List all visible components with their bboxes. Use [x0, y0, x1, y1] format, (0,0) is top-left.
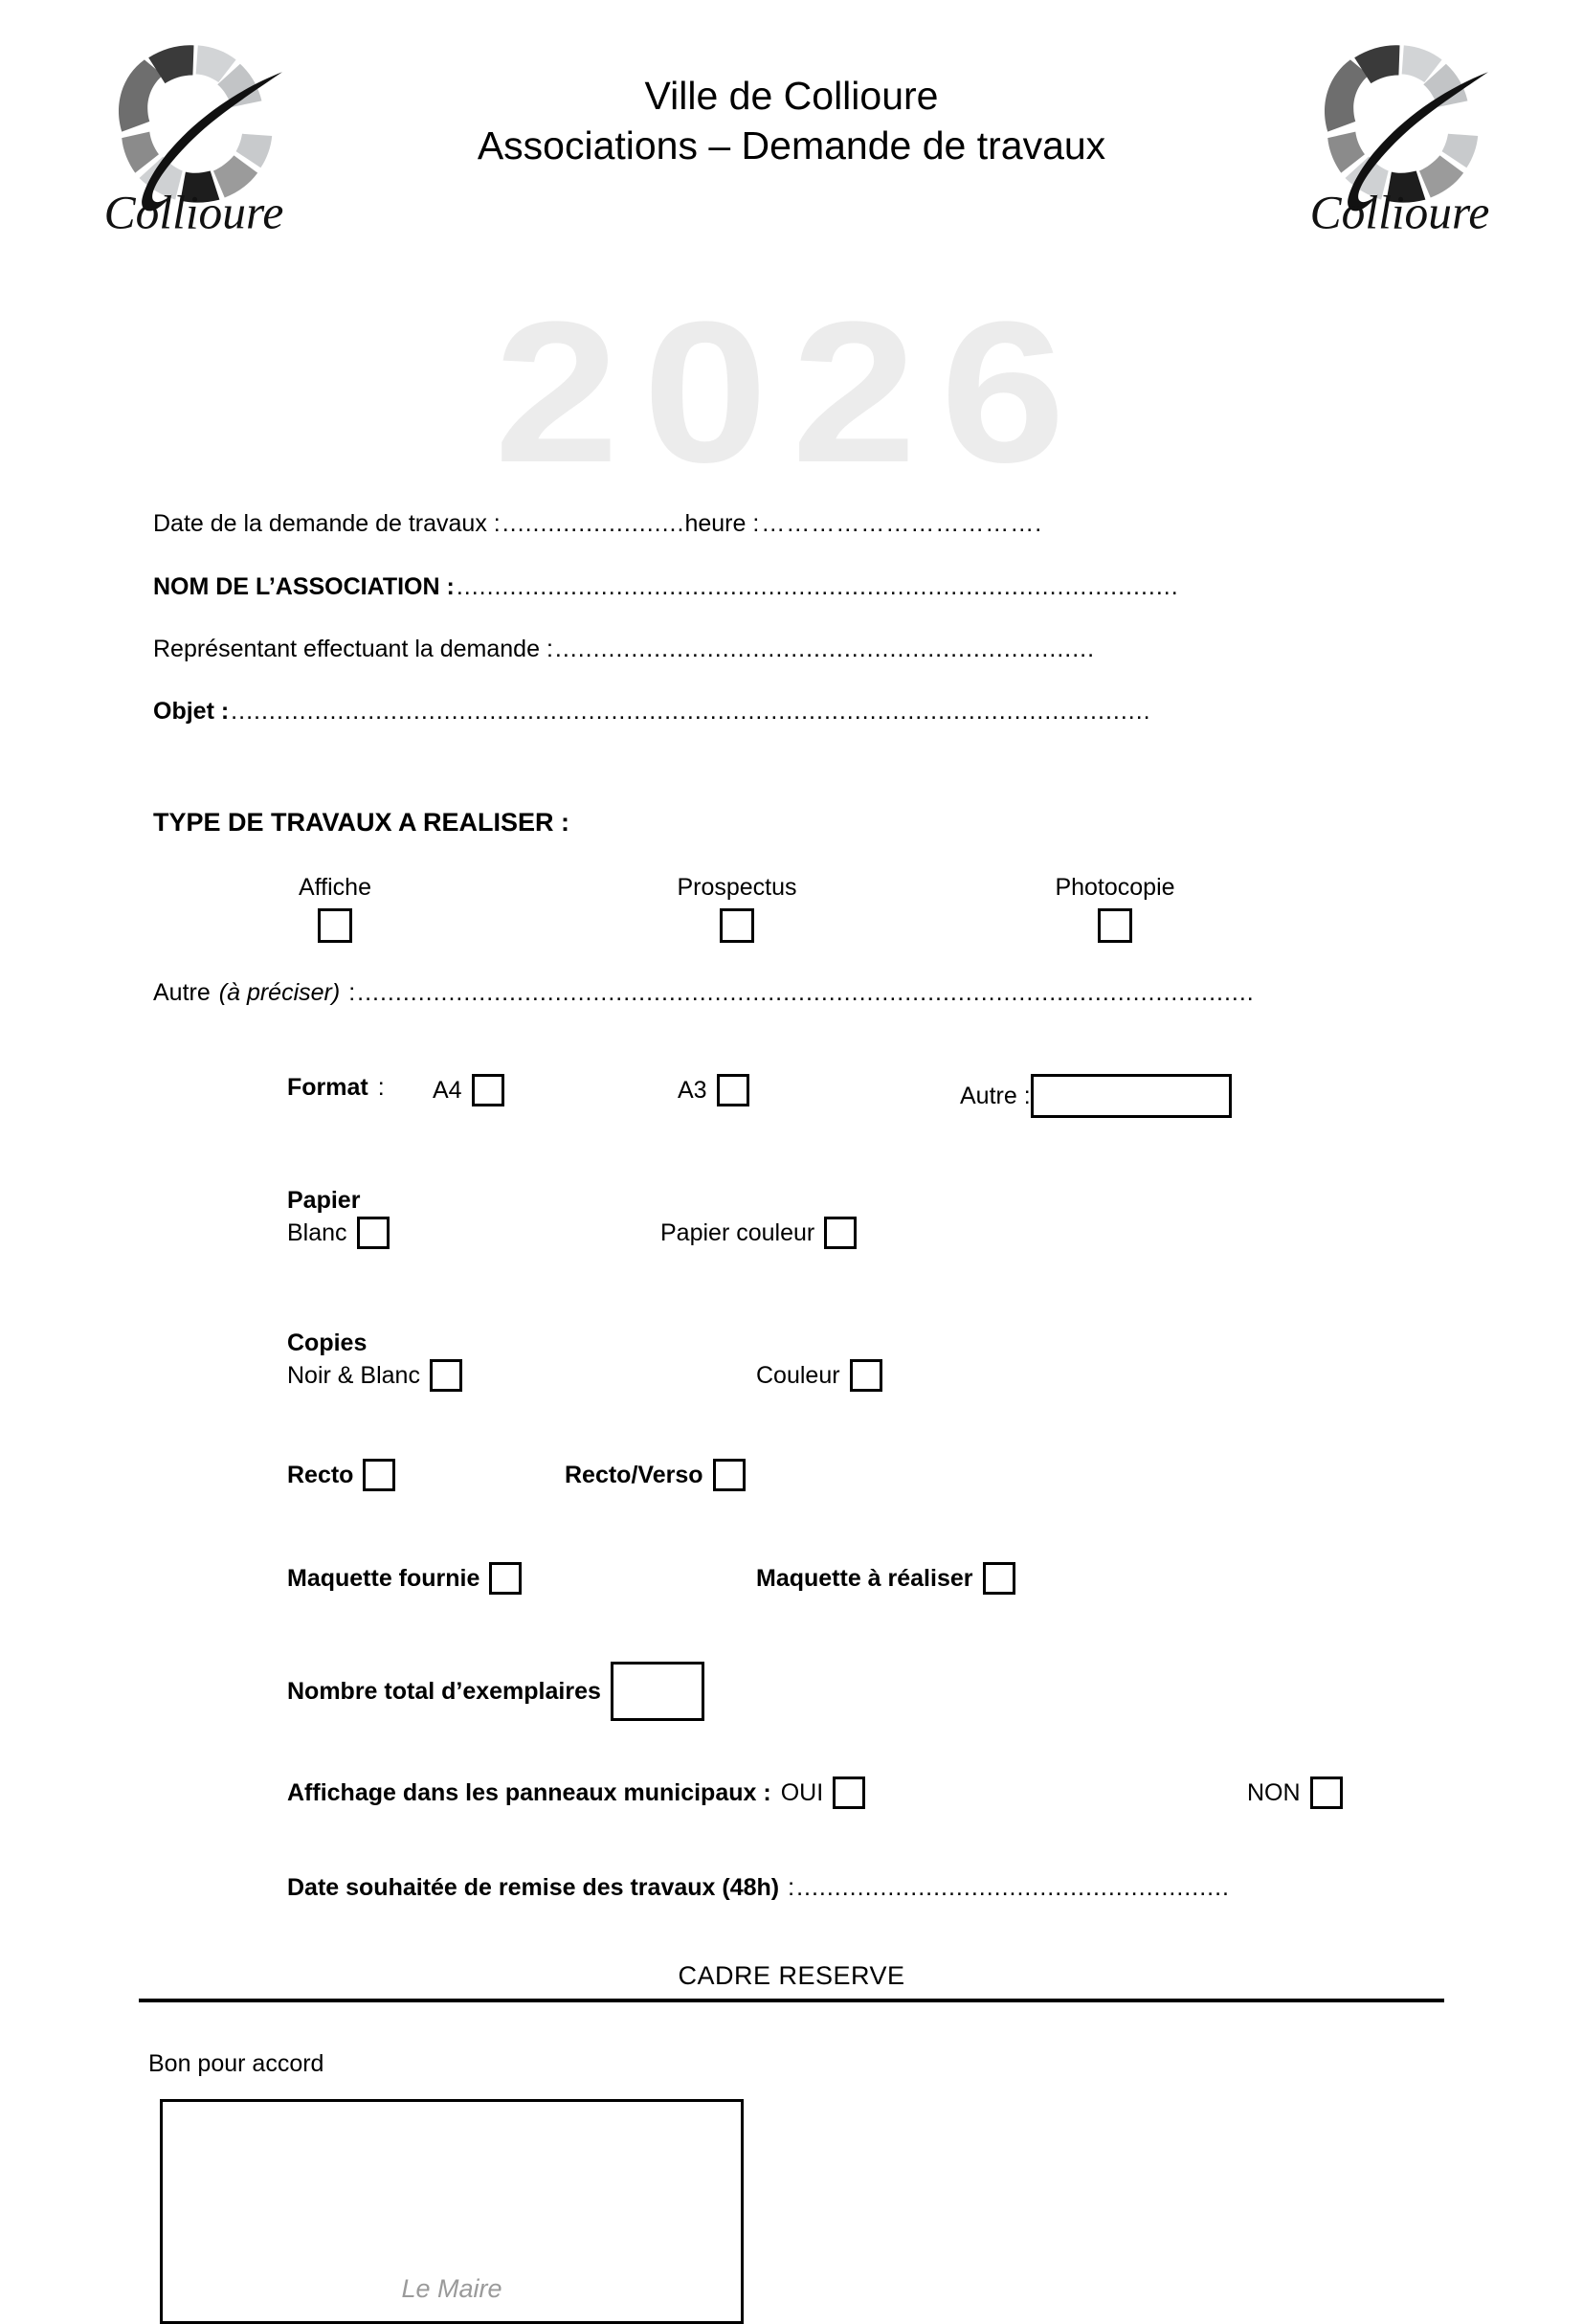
format-label: Format: [287, 1074, 368, 1101]
checkbox-format-a4[interactable]: [472, 1074, 504, 1106]
recto-group: [287, 1459, 395, 1491]
autre-italic-note: (à préciser): [218, 979, 341, 1006]
field-objet: [153, 698, 1483, 726]
checkbox-affichage-non[interactable]: [1310, 1777, 1343, 1809]
nom-association-label: NOM DE L’ASSOCIATION :: [153, 573, 455, 600]
option-affiche-label: Affiche: [299, 874, 371, 901]
date-remise-dots[interactable]: .........................................................: [796, 1876, 1230, 1900]
options-block: [287, 1074, 1540, 1902]
document-header: [0, 0, 1583, 239]
copies-couleur-label: Couleur: [756, 1361, 840, 1389]
copies-heading: Copies: [287, 1330, 368, 1356]
row-copies: [287, 1359, 1540, 1403]
field-representant: [153, 636, 1483, 663]
checkbox-format-a3[interactable]: [717, 1074, 749, 1106]
maquette-a-realiser-label: Maquette à réaliser: [756, 1564, 973, 1592]
format-a3-label: A3: [678, 1076, 707, 1104]
row-nombre-exemplaires: [287, 1662, 1540, 1721]
papier-heading: Papier: [287, 1187, 361, 1214]
autre-dots[interactable]: ......................................................................................................................: [357, 981, 1255, 1005]
format-a4-label: A4: [433, 1076, 462, 1104]
row-maquette: [287, 1562, 1540, 1606]
field-date-demande: [153, 510, 1483, 538]
row-format: [287, 1074, 1540, 1118]
option-photocopie-label: Photocopie: [1055, 874, 1175, 901]
field-nom-association: [153, 573, 1483, 601]
recto-label: Recto: [287, 1461, 354, 1488]
checkbox-maquette-a-realiser[interactable]: [983, 1562, 1015, 1595]
signature-box[interactable]: [160, 2099, 744, 2324]
checkbox-affichage-oui[interactable]: [833, 1777, 865, 1809]
representant-dots[interactable]: .......................................................................: [554, 637, 1096, 661]
copies-couleur-group: [756, 1359, 882, 1392]
checkbox-prospectus[interactable]: [720, 908, 754, 943]
page-title: Ville de Collioure: [644, 74, 939, 118]
nom-association-dots[interactable]: ...............................................................................................: [456, 575, 1179, 599]
date-remise-colon: :: [788, 1874, 795, 1901]
affichage-oui-label: OUI: [780, 1778, 824, 1806]
nombre-exemplaires-input[interactable]: [611, 1662, 704, 1721]
option-affiche: [273, 874, 397, 943]
date-remise-label: Date souhaitée de remise des travaux (48h): [287, 1874, 780, 1901]
checkbox-papier-couleur[interactable]: [824, 1217, 857, 1249]
cadre-reserve-divider: [139, 1999, 1444, 2002]
checkbox-recto-verso[interactable]: [713, 1459, 746, 1491]
recto-verso-group: [565, 1459, 746, 1491]
collioure-logo-right-icon: [1297, 27, 1503, 233]
affichage-non-group: [1247, 1777, 1343, 1809]
checkbox-copies-couleur[interactable]: [850, 1359, 882, 1392]
checkbox-papier-blanc[interactable]: [357, 1217, 390, 1249]
option-prospectus-label: Prospectus: [677, 874, 797, 901]
format-label-group: [287, 1074, 394, 1102]
group-papier: [287, 1187, 1540, 1261]
checkbox-maquette-fournie[interactable]: [489, 1562, 522, 1595]
cadre-reserve-section: [43, 1961, 1540, 2324]
option-prospectus: [656, 874, 818, 943]
copies-noir-blanc-label: Noir & Blanc: [287, 1361, 420, 1389]
header-titles: [316, 72, 1267, 170]
papier-blanc-label: Blanc: [287, 1218, 347, 1246]
signature-caption: Le Maire: [401, 2274, 502, 2303]
maquette-fournie-group: [287, 1562, 522, 1595]
format-autre-input[interactable]: [1031, 1074, 1232, 1118]
format-autre-label: Autre :: [960, 1082, 1031, 1109]
papier-couleur-label: Papier couleur: [660, 1218, 815, 1246]
checkbox-recto[interactable]: [363, 1459, 395, 1491]
objet-dots[interactable]: .........................................................................................................................: [231, 700, 1151, 724]
format-colon: :: [377, 1074, 385, 1101]
checkbox-copies-noir-blanc[interactable]: [430, 1359, 462, 1392]
format-a4-group: [433, 1074, 504, 1106]
date-demande-label: Date de la demande de travaux :: [153, 510, 501, 537]
autre-colon: :: [348, 979, 356, 1006]
bon-pour-accord-label: Bon pour accord: [148, 2050, 324, 2077]
copies-nb-group: [287, 1359, 462, 1392]
affichage-label: Affichage dans les panneaux municipaux :: [287, 1778, 771, 1806]
year-watermark: 2026: [494, 279, 1089, 504]
nombre-group: [287, 1662, 704, 1721]
form-body: [0, 510, 1583, 2324]
option-photocopie: [1029, 874, 1201, 943]
page-subtitle: Associations – Demande de travaux: [477, 123, 1106, 168]
svg-text:Collioure: Collioure: [1309, 186, 1490, 233]
recto-verso-label: Recto/Verso: [565, 1461, 703, 1488]
affichage-non-label: NON: [1247, 1778, 1301, 1806]
cadre-reserve-title: CADRE RESERVE: [678, 1961, 905, 1990]
collioure-logo-left-icon: [91, 27, 297, 233]
row-papier: [287, 1217, 1540, 1261]
papier-blanc-group: [287, 1217, 390, 1249]
heure-dots[interactable]: …………………………….: [761, 512, 1043, 536]
checkbox-affiche[interactable]: [318, 908, 352, 943]
objet-label: Objet :: [153, 698, 230, 725]
svg-text:Collioure: Collioure: [103, 186, 284, 233]
date-demande-dots[interactable]: ........................: [502, 512, 685, 536]
type-travaux-options: [153, 874, 1540, 966]
nombre-exemplaires-label: Nombre total d’exemplaires: [287, 1677, 601, 1705]
row-affichage: [287, 1777, 1540, 1821]
autre-label: Autre: [153, 979, 211, 1006]
maquette-fournie-label: Maquette fournie: [287, 1564, 480, 1592]
papier-couleur-group: [660, 1217, 857, 1249]
representant-label: Représentant effectuant la demande :: [153, 636, 553, 662]
heure-label: heure :: [684, 510, 760, 537]
format-a3-group: [678, 1074, 749, 1106]
maquette-realiser-group: [756, 1562, 1015, 1595]
row-recto: [287, 1459, 1540, 1503]
row-date-remise: [287, 1874, 1540, 1902]
group-copies: [287, 1330, 1540, 1403]
field-autre-preciser: [153, 979, 1483, 1007]
affichage-label-group: [287, 1777, 865, 1809]
checkbox-photocopie[interactable]: [1098, 908, 1132, 943]
format-autre-group: [960, 1074, 1232, 1118]
section-title-type-travaux: TYPE DE TRAVAUX A REALISER :: [153, 808, 570, 837]
